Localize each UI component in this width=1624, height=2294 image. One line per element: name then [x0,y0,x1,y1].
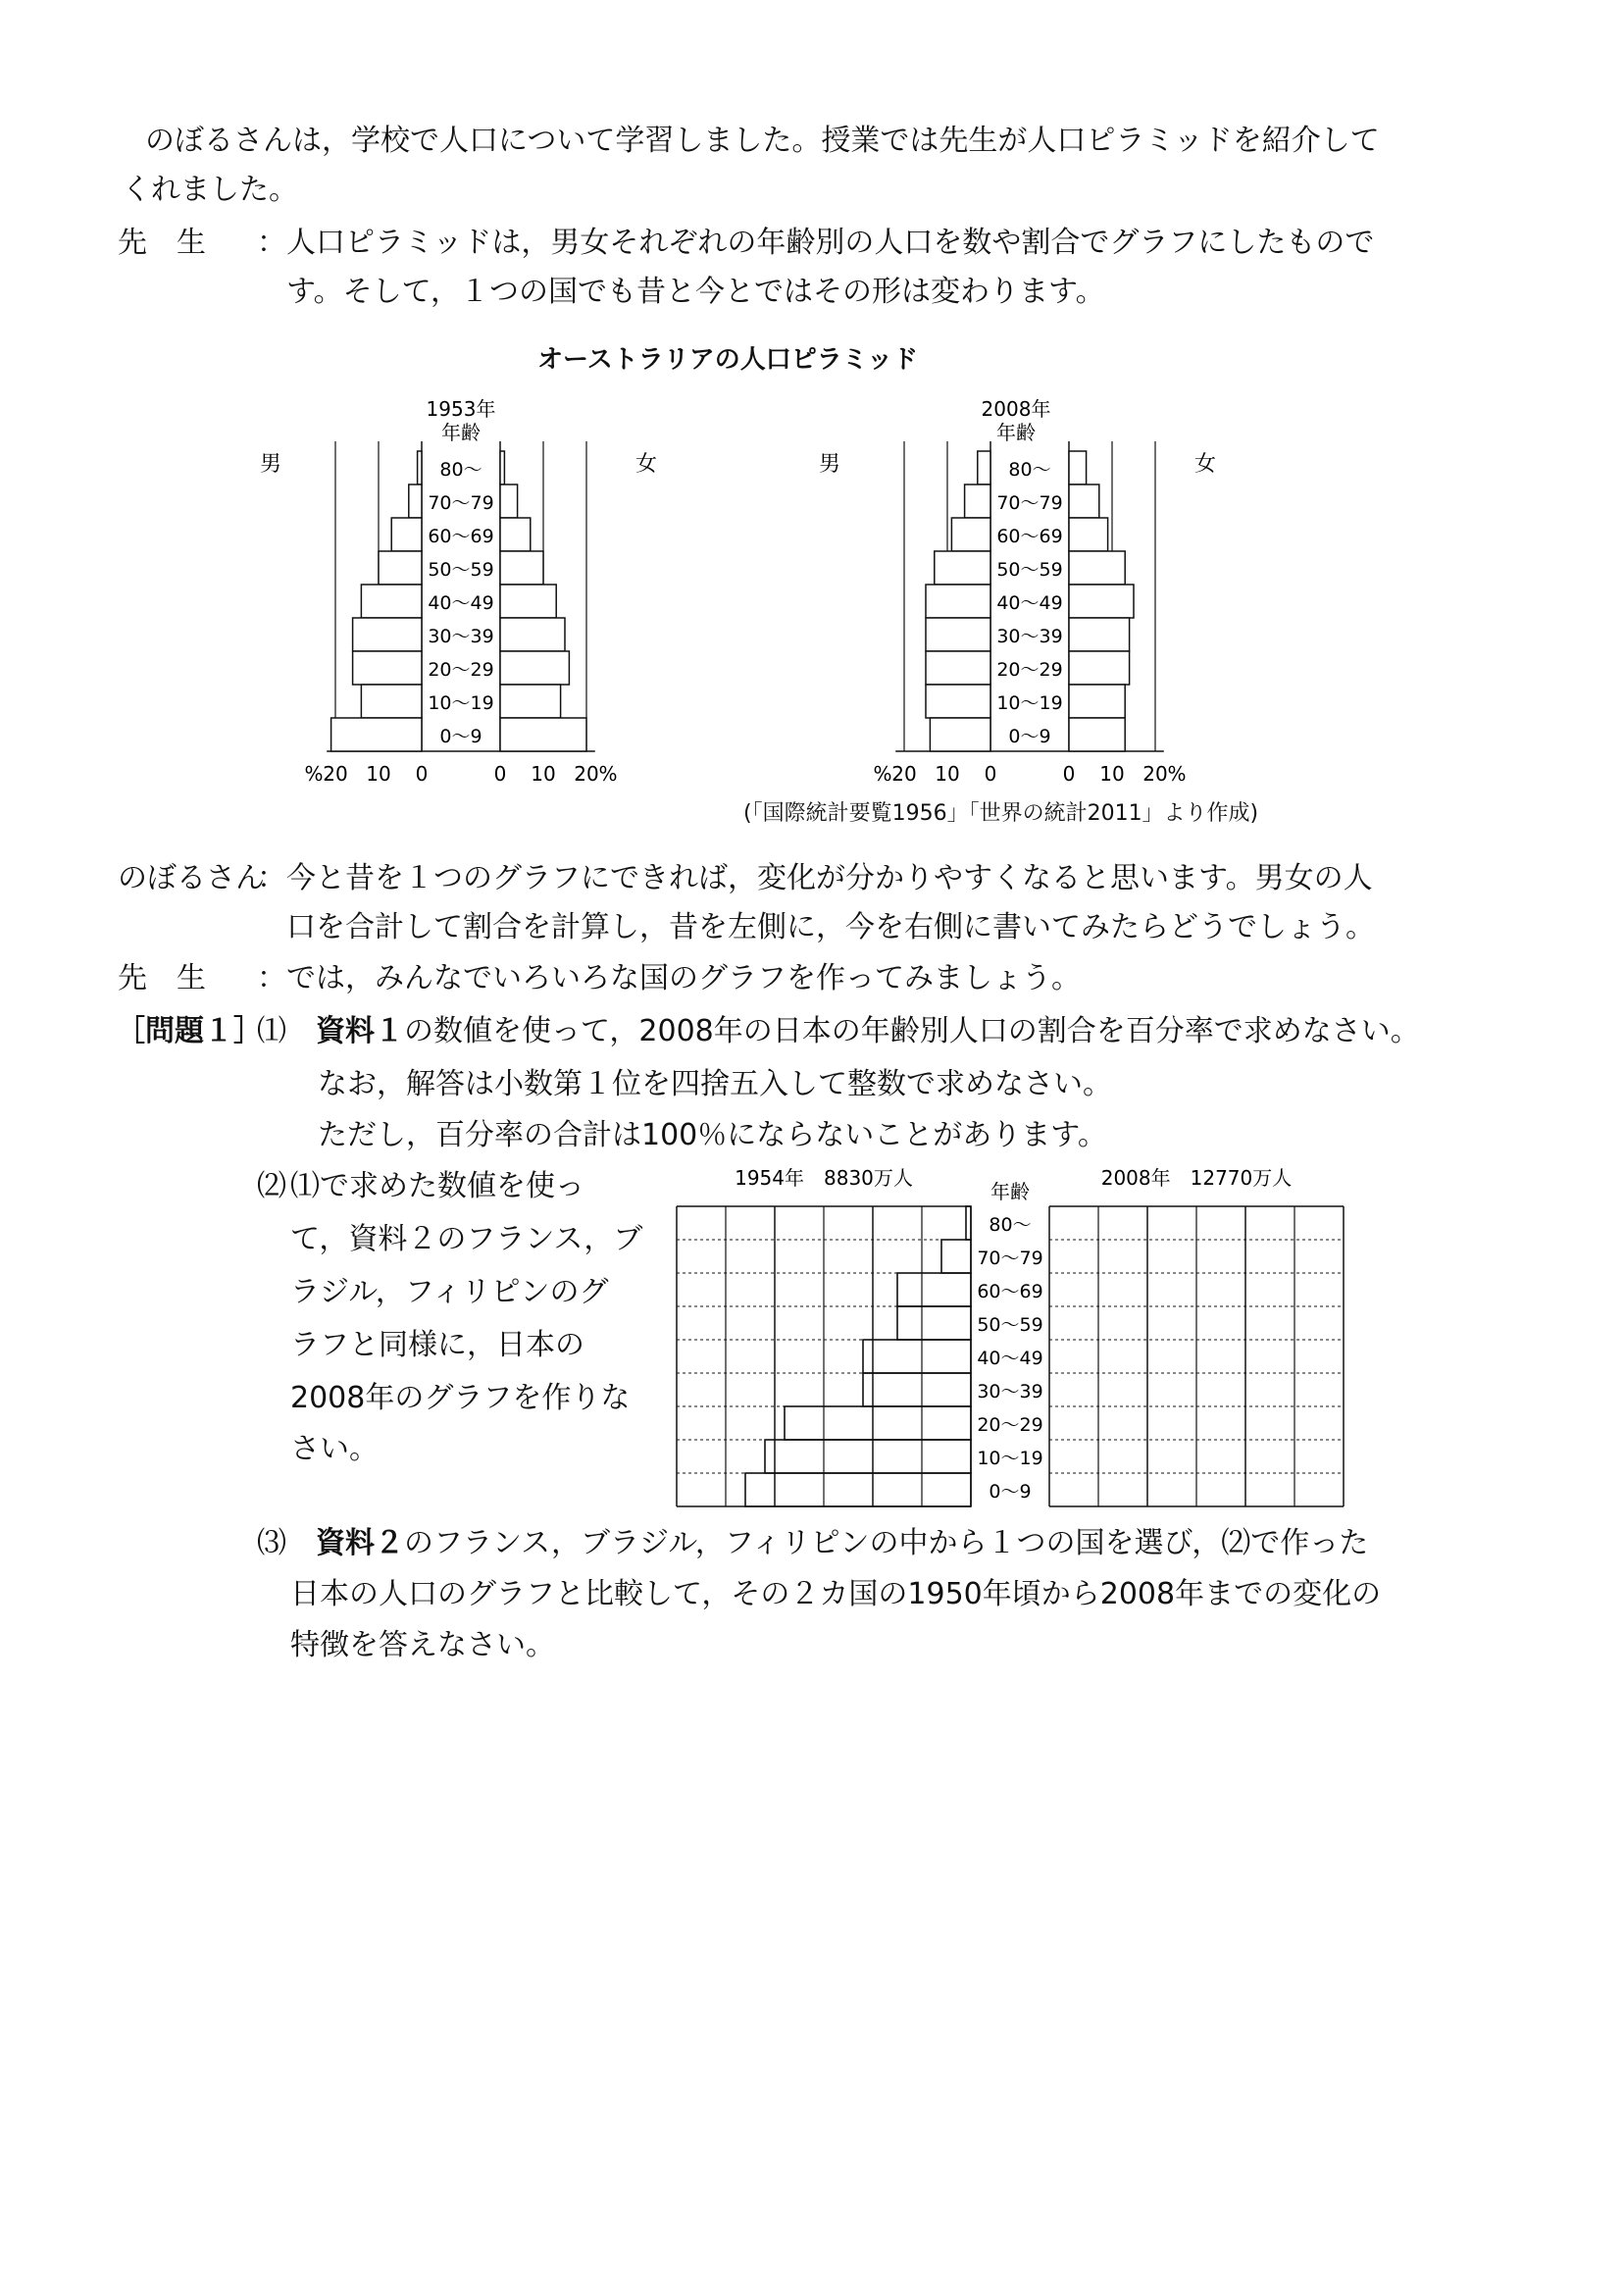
pyramid-2008-male-label: 男 [819,452,841,477]
japan-1954-bar [941,1240,971,1273]
pyramid-2008-male-bar [978,451,990,484]
pyramid-1953-tick-label: 20 [323,762,348,785]
q2-line-6: さい。 [290,1432,379,1466]
pyramid-1953-female-bar [500,685,561,718]
pyramid-2008-age-label: 40～49 [996,592,1063,614]
pyramid-1953-male-bar [361,685,422,718]
pyramid-1953-pct-left: % [304,762,324,785]
pyramid-2008-age-header: 年齢 [996,421,1036,444]
pyramid-1953-age-label: 70～79 [428,492,494,514]
pyramid-2008-female-bar [1069,651,1130,685]
q1-line-3: ただし，百分率の合計は100％にならないことがあります。 [318,1118,1107,1152]
pyramid-1953-tick-label: 10 [531,762,556,785]
pyramid-2008-chart [745,392,1314,785]
pyramid-2008-female-bar [1069,585,1134,618]
speaker-teacher-2: 先 生 [118,961,206,995]
pyramid-2008-age-label: 0～9 [1008,726,1051,747]
japan-pyramid-chart [647,1157,1373,1510]
intro-line-2: くれました。 [122,173,298,207]
q2-number: ⑵ [257,1169,286,1203]
pyramid-2008-male-bar [926,685,990,718]
figure1-source: (「国際統計要覧1956」「世界の統計2011」より作成) [743,801,1259,826]
japan-1954-bar [897,1273,971,1306]
pyramid-2008-age-label: 70～79 [996,492,1063,514]
japan-1954-bar [765,1440,971,1473]
pyramid-1953-tick-label: 10 [366,762,391,785]
japan-age-label: 10～19 [977,1448,1043,1469]
pyramid-2008-male-bar [935,551,990,585]
pyramid-2008-tick-label: 10 [1099,762,1125,785]
dialog2-line-1: ：今と昔を１つのグラフにできれば，変化が分かりやすくなると思います。男女の人 [257,861,1373,895]
pyramid-2008-female-bar [1069,451,1087,484]
q2-line-5: 2008年のグラフを作りな [290,1381,631,1415]
pyramid-2008-tick-label: 20 [1142,762,1168,785]
q2-line-4: ラフと同様に，日本の [290,1328,584,1362]
pyramid-1953-age-label: 0～9 [439,726,482,747]
pyramid-1953-age-header: 年齢 [441,421,481,444]
pyramid-2008-year: 2008年 [981,397,1051,421]
pyramid-1953-female-bar [500,518,531,551]
q3-line-2: 日本の人口のグラフと比較して，その２カ国の1950年頃から2008年までの変化の [290,1577,1382,1611]
pyramid-2008-female-bar [1069,685,1125,718]
pyramid-2008-male-bar [951,518,990,551]
pyramid-1953-male-bar [379,551,422,585]
japan-1954-bar [785,1406,971,1440]
pyramid-1953-female-bar [500,551,543,585]
pyramid-2008-female-bar [1069,484,1099,518]
pyramid-2008-tick-label: 0 [984,762,997,785]
pyramid-2008-male-bar [965,484,990,518]
japan-1954-bar [745,1473,971,1506]
pyramid-1953-female-bar [500,585,556,618]
pyramid-1953-year: 1953年 [426,397,496,421]
pyramid-1953-age-label: 10～19 [428,692,494,714]
q2-line-2: て，資料２のフランス，ブ [290,1222,643,1256]
japan-age-header: 年齢 [990,1180,1030,1203]
japan-age-label: 60～69 [977,1281,1043,1302]
dialog3-line-1: ：では，みんなでいろいろな国のグラフを作ってみましょう。 [257,961,1081,995]
japan-age-label: 50～59 [977,1314,1043,1336]
q1-line-1 [316,1012,1420,1051]
pyramid-2008-male-bar [930,718,990,751]
pyramid-2008-pct-right: % [1167,762,1187,785]
pyramid-1953-age-label: 40～49 [428,592,494,614]
pyramid-2008-age-label: 30～39 [996,626,1063,647]
dialog1-line-1: ：人口ピラミッドは，男女それぞれの年齢別の人口を数や割合でグラフにしたもので [257,226,1375,260]
pyramid-2008-male-bar [926,651,990,685]
pyramid-1953-age-label: 60～69 [428,526,494,547]
pyramid-2008-pct-left: % [873,762,892,785]
pyramid-2008-age-label: 60～69 [996,526,1063,547]
pyramid-1953-male-bar [391,518,422,551]
pyramid-2008-tick-label: 10 [935,762,960,785]
speaker-teacher: 先 生 [118,226,206,260]
pyramid-2008-female-bar [1069,618,1130,651]
japan-1954-title: 1954年 8830万人 [735,1166,913,1190]
japan-age-label: 80～ [989,1214,1032,1236]
dialog2-line-2: 口を合計して割合を計算し，昔を左側に，今を右側に書いてみたらどうでしょう。 [286,910,1375,944]
pyramid-1953-age-label: 50～59 [428,559,494,581]
pyramid-1953-tick-label: 0 [415,762,429,785]
q1-line-2: なお，解答は小数第１位を四捨五入して整数で求めなさい。 [318,1067,1112,1101]
q3-line-3: 特徴を答えなさい。 [290,1628,555,1662]
japan-age-label: 0～9 [989,1481,1032,1503]
pyramid-1953-male-bar [353,618,422,651]
pyramid-1953-female-bar [500,451,504,484]
pyramid-1953-tick-label: 20 [574,762,599,785]
pyramid-1953-male-bar [409,484,422,518]
problem-label: ［問題１］ [116,1014,263,1048]
pyramid-1953-female-label: 女 [635,452,658,477]
pyramid-1953-female-bar [500,618,565,651]
japan-age-label: 20～29 [977,1414,1043,1436]
figure1-title: オーストラリアの人口ピラミッド [537,345,919,375]
q1-line-1-text: の数値を使って，2008年の日本の年齢別人口の割合を百分率で求めなさい。 [404,1014,1420,1048]
pyramid-2008-male-bar [926,585,990,618]
q3-line-1 [316,1524,1368,1563]
q3-line-1-text: のフランス，ブラジル，フィリピンの中から１つの国を選び，⑵で作った [404,1526,1369,1560]
q1-material-ref: 資料１ [316,1014,404,1048]
pyramid-1953-age-label: 20～29 [428,659,494,681]
japan-1954-bar [863,1340,971,1373]
japan-age-label: 40～49 [977,1348,1043,1369]
japan-age-label: 30～39 [977,1381,1043,1402]
q3-material-ref: 資料２ [316,1526,404,1560]
pyramid-2008-tick-label: 0 [1062,762,1076,785]
pyramid-2008-tick-label: 20 [891,762,917,785]
pyramid-1953-male-bar [331,718,422,751]
japan-1954-bar [863,1373,971,1406]
japan-2008-title: 2008年 12770万人 [1100,1166,1293,1190]
japan-age-label: 70～79 [977,1248,1043,1269]
pyramid-1953-pct-right: % [598,762,618,785]
pyramid-2008-age-label: 10～19 [996,692,1063,714]
pyramid-1953-female-bar [500,484,518,518]
pyramid-1953-chart [177,392,745,785]
q2-line-1: ⑴で求めた数値を使っ [290,1169,584,1203]
japan-1954-bar [966,1206,971,1240]
japan-1954-bar [897,1306,971,1340]
q1-number: ⑴ [257,1014,286,1048]
pyramid-2008-age-label: 80～ [1008,459,1051,481]
q2-line-3: ラジル，フィリピンのグ [290,1275,609,1309]
pyramid-1953-male-bar [418,451,422,484]
speaker-noboru: のぼるさん [118,861,265,895]
pyramid-1953-male-bar [353,651,422,685]
pyramid-1953-female-bar [500,651,569,685]
pyramid-2008-female-bar [1069,718,1125,751]
dialog1-line-2: す。そして，１つの国でも昔と今とではその形は変わります。 [286,275,1105,309]
intro-line-1: のぼるさんは，学校で人口について学習しました。授業では先生が人口ピラミッドを紹介して [145,124,1380,158]
pyramid-1953-male-bar [361,585,422,618]
pyramid-2008-age-label: 50～59 [996,559,1063,581]
pyramid-2008-male-bar [926,618,990,651]
pyramid-1953-age-label: 80～ [439,459,482,481]
pyramid-1953-age-label: 30～39 [428,626,494,647]
pyramid-1953-female-bar [500,718,586,751]
pyramid-1953-tick-label: 0 [493,762,507,785]
pyramid-2008-female-bar [1069,551,1125,585]
pyramid-2008-female-bar [1069,518,1108,551]
q3-number: ⑶ [257,1526,286,1560]
pyramid-1953-male-label: 男 [260,452,282,477]
pyramid-2008-female-label: 女 [1194,452,1217,477]
pyramid-2008-age-label: 20～29 [996,659,1063,681]
